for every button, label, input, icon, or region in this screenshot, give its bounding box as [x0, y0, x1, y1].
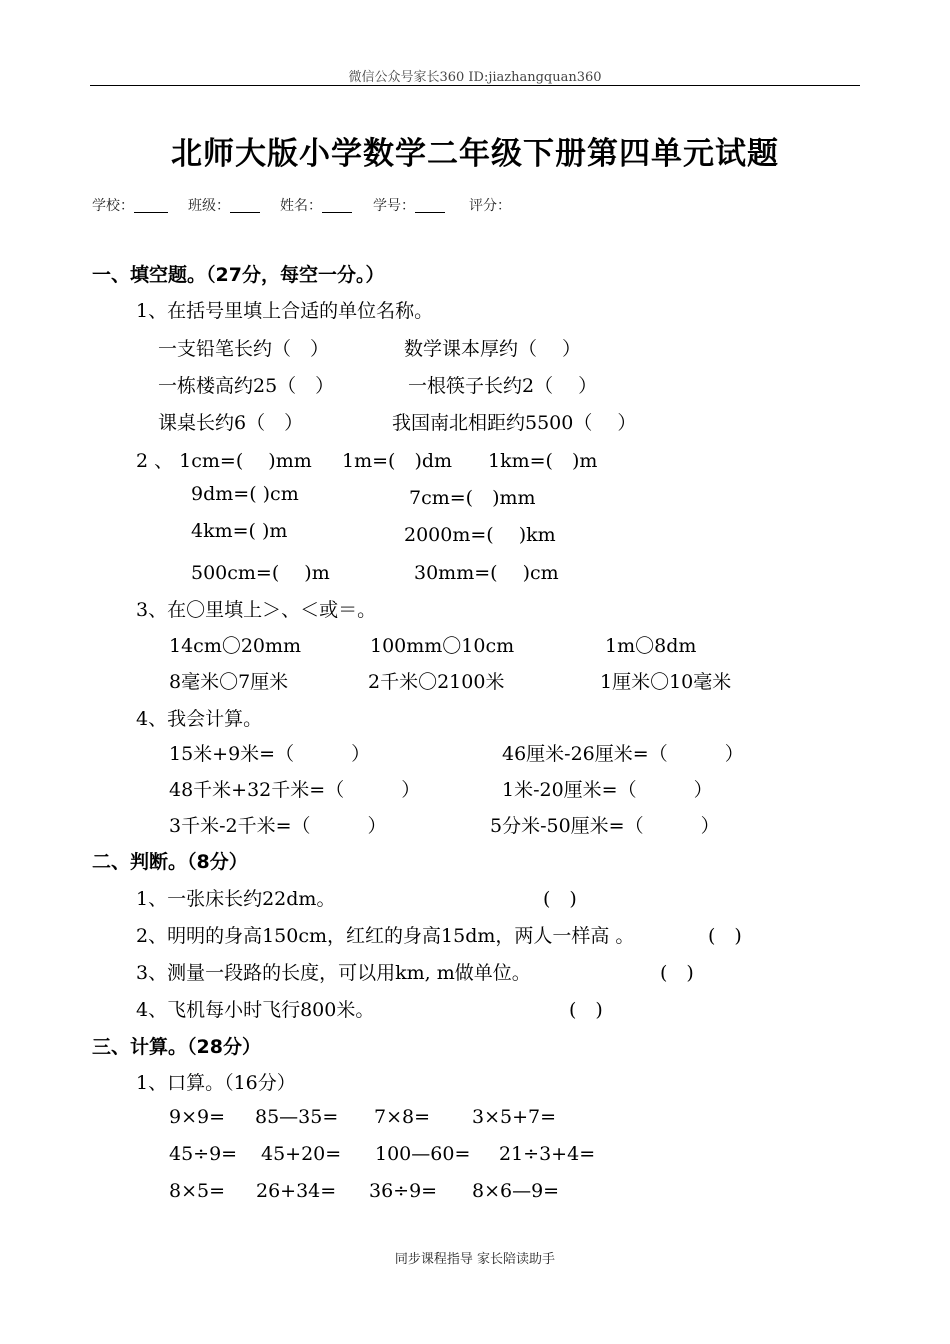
page-header: 微信公众号家长360 ID:jiazhangquan360 [348, 70, 602, 85]
oral-calc-item: 8×6—9= [472, 1180, 560, 1202]
number-blank[interactable] [415, 198, 445, 213]
info-score-label: 评分： [469, 198, 511, 214]
info-school-label: 学校： [92, 198, 134, 214]
oral-calc-item: 36÷9= [369, 1180, 438, 1202]
oral-calc-item: 100—60= [375, 1143, 471, 1165]
section-2-heading: 二、判断。（8分） [92, 851, 248, 873]
s3-q1-label: 1、口算。（16分） [136, 1072, 296, 1094]
s1-q3-label: 3、在〇里填上＞、＜或＝。 [136, 599, 377, 621]
info-school [92, 195, 168, 215]
s1-q2-item: 1km=( )m [488, 450, 598, 472]
s1-q1-item: 数学课本厚约（ ） [404, 338, 582, 360]
oral-calc-item: 21÷3+4= [499, 1143, 596, 1165]
s1-q3-item: 8毫米〇7厘米 [169, 671, 289, 693]
s1-q1-item: 一栋楼高约25（ ） [158, 375, 335, 397]
oral-calc-item: 26+34= [256, 1180, 337, 1202]
s1-q2-item: 500cm=( )m [191, 562, 330, 584]
s1-q3-item: 100mm〇10cm [370, 635, 515, 657]
info-number [373, 195, 445, 215]
s1-q4-item: 48千米+32千米=（ ） [169, 779, 421, 801]
section-1-heading: 一、填空题。（27分，每空一分。） [92, 264, 385, 286]
s1-q3-item: 1m〇8dm [605, 635, 697, 657]
s1-q2-item: 2000m=( )km [404, 524, 556, 546]
s1-q3-item: 14cm〇20mm [169, 635, 302, 657]
oral-calc-item: 3×5+7= [472, 1106, 557, 1128]
s1-q2-item: 4km=( )m [191, 520, 288, 542]
s1-q3-item: 2千米〇2100米 [368, 671, 505, 693]
judge-statement: 3、测量一段路的长度，可以用km, m做单位。 [136, 962, 531, 984]
judge-statement: 2、明明的身高150cm，红红的身高15dm，两人一样高 。 [136, 925, 635, 947]
s1-q2-item: 30mm=( )cm [414, 562, 559, 584]
oral-calc-item: 8×5= [169, 1180, 226, 1202]
s1-q1-item: 一根筷子长约2（ ） [408, 375, 598, 397]
page-footer: 同步课程指导 家长陪读助手 [394, 1252, 556, 1267]
oral-calc-item: 7×8= [374, 1106, 431, 1128]
s1-q2-label: 2 、 1cm=( )mm [136, 450, 312, 472]
info-name-label: 姓名： [280, 198, 322, 214]
judge-answer-paren[interactable]: ( ) [543, 888, 577, 910]
s1-q4-item: 15米+9米=（ ） [169, 743, 371, 765]
judge-statement: 1、一张床长约22dm。 [136, 888, 336, 910]
s1-q1-label: 1、在括号里填上合适的单位名称。 [136, 300, 434, 322]
page-title: 北师大版小学数学二年级下册第四单元试题 [171, 136, 779, 172]
school-blank[interactable] [134, 198, 168, 213]
s1-q2-item: 1m=( )dm [342, 450, 453, 472]
oral-calc-item: 85—35= [255, 1106, 339, 1128]
s1-q4-label: 4、我会计算。 [136, 708, 263, 730]
s1-q1-item: 一支铅笔长约（ ） [158, 338, 330, 360]
info-class [188, 195, 260, 215]
section-3-heading: 三、计算。（28分） [92, 1036, 261, 1058]
s1-q2-item: 9dm=( )cm [191, 483, 299, 505]
judge-answer-paren[interactable]: ( ) [708, 925, 742, 947]
info-class-label: 班级： [188, 198, 230, 214]
judge-answer-paren[interactable]: ( ) [660, 962, 694, 984]
oral-calc-item: 45÷9= [169, 1143, 238, 1165]
info-name [280, 195, 352, 215]
s1-q1-item: 课桌长约6（ ） [158, 412, 304, 434]
info-score [469, 195, 511, 215]
s1-q1-item: 我国南北相距约5500（ ） [392, 412, 637, 434]
s1-q3-item: 1厘米〇10毫米 [600, 671, 732, 693]
oral-calc-item: 9×9= [169, 1106, 226, 1128]
judge-statement: 4、飞机每小时飞行800米。 [136, 999, 375, 1021]
s1-q4-item: 3千米-2千米=（ ） [169, 815, 387, 837]
s1-q4-item: 5分米-50厘米=（ ） [490, 815, 720, 837]
s1-q4-item: 46厘米-26厘米=（ ） [502, 743, 744, 765]
s1-q2-item: 7cm=( )mm [409, 487, 536, 509]
name-blank[interactable] [322, 198, 352, 213]
class-blank[interactable] [230, 198, 260, 213]
header-rule [90, 85, 860, 86]
judge-answer-paren[interactable]: ( ) [569, 999, 603, 1021]
s1-q4-item: 1米-20厘米=（ ） [502, 779, 713, 801]
info-number-label: 学号： [373, 198, 415, 214]
oral-calc-item: 45+20= [261, 1143, 342, 1165]
